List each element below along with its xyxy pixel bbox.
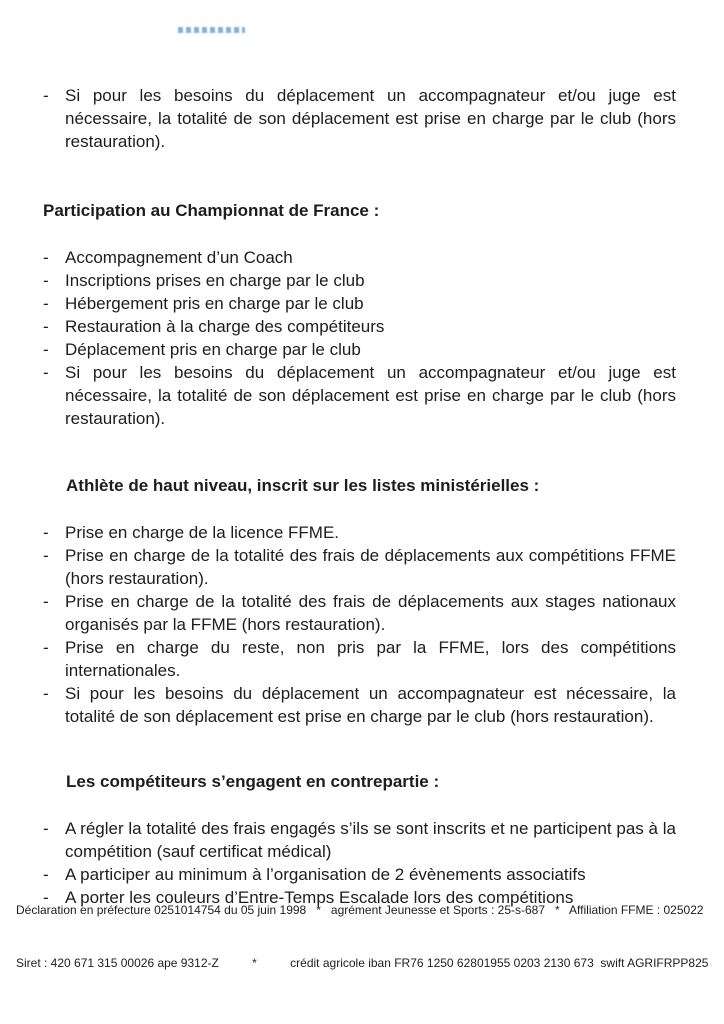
bullet-dash: - <box>43 888 49 907</box>
list-item-text: Si pour les besoins du déplacement un accompagnateur et/ou juge est nécessaire, la totalité de son déplacement est prise en charge par le club (hors restauration). <box>65 363 676 428</box>
list-item-text: A régler la totalité des frais engagés s’ils se sont inscrits et ne participent pas à la compétition (sauf certificat médical) <box>65 819 676 861</box>
section-heading-haut-niveau: Athlète de haut niveau, inscrit sur les listes ministérielles : <box>66 476 540 495</box>
list-item <box>43 361 676 430</box>
list-item-text: Prise en charge de la totalité des frais de déplacements aux compétitions FFME (hors restauration). <box>65 546 676 588</box>
list-item-text: A participer au minimum à l’organisation de 2 évènements associatifs <box>65 865 586 884</box>
bullet-dash: - <box>43 523 49 542</box>
section-heading-championnat: Participation au Championnat de France : <box>43 201 380 220</box>
list-item <box>43 682 676 728</box>
list-item-text: Si pour les besoins du déplacement un accompagnateur est nécessaire, la totalité de son déplacement est prise en charge par le club (hors restauration). <box>65 684 676 726</box>
list-item-text: Si pour les besoins du déplacement un accompagnateur et/ou juge est nécessaire, la totalité de son déplacement est prise en charge par le club (hors restauration). <box>65 86 676 151</box>
page-footer <box>16 867 716 1007</box>
bullet-dash: - <box>43 363 49 382</box>
section-heading-contrepartie: Les compétiteurs s’engagent en contrepartie : <box>66 772 440 791</box>
list-item-text: Hébergement pris en charge par le club <box>65 294 364 313</box>
bullet-dash: - <box>43 638 49 657</box>
bullet-dash: - <box>43 294 49 313</box>
bullet-dash: - <box>43 546 49 565</box>
championnat-bullet-list <box>43 246 676 430</box>
list-item-text: Déplacement pris en charge par le club <box>65 340 361 359</box>
haut-niveau-bullet-list <box>43 521 676 728</box>
footer-line-siret: Siret : 420 671 315 00026 ape 9312-Z * crédit agricole iban FR76 1250 62801955 0203 2130 673 swift AGRIFRPP825 <box>16 955 709 970</box>
list-item <box>43 338 676 361</box>
list-item <box>43 84 676 153</box>
bullet-dash: - <box>43 865 49 884</box>
list-item-text: A porter les couleurs d’Entre-Temps Escalade lors des compétitions <box>65 888 574 907</box>
list-item <box>43 269 676 292</box>
list-item <box>43 590 676 636</box>
list-item <box>43 521 676 544</box>
list-item <box>43 636 676 682</box>
bullet-dash: - <box>43 271 49 290</box>
bullet-dash: - <box>43 86 49 105</box>
list-item-text: Prise en charge de la licence FFME. <box>65 523 340 542</box>
list-item <box>43 315 676 338</box>
bullet-dash: - <box>43 340 49 359</box>
bullet-dash: - <box>43 592 49 611</box>
bullet-dash: - <box>43 248 49 267</box>
footer-line-declaration: Déclaration en préfecture 0251014754 du 05 juin 1998 * agrément Jeunesse et Sports : 25-s-687 * Affiliation FFME : 025022 <box>16 903 704 917</box>
intro-bullet-list <box>43 84 676 153</box>
bullet-dash: - <box>43 684 49 703</box>
list-item <box>43 817 676 863</box>
list-item <box>43 292 676 315</box>
list-item-text: Prise en charge de la totalité des frais de déplacements aux stages nationaux organisés par la FFME (hors restauration). <box>65 592 676 634</box>
list-item <box>43 246 676 269</box>
list-item-text: Restauration à la charge des compétiteurs <box>65 317 385 336</box>
list-item-text: Inscriptions prises en charge par le club <box>65 271 365 290</box>
list-item-text: Prise en charge du reste, non pris par la FFME, lors des compétitions internationales. <box>65 638 676 680</box>
list-item-text: Accompagnement d’un Coach <box>65 248 293 267</box>
bullet-dash: - <box>43 819 49 838</box>
bullet-dash: - <box>43 317 49 336</box>
list-item <box>43 544 676 590</box>
